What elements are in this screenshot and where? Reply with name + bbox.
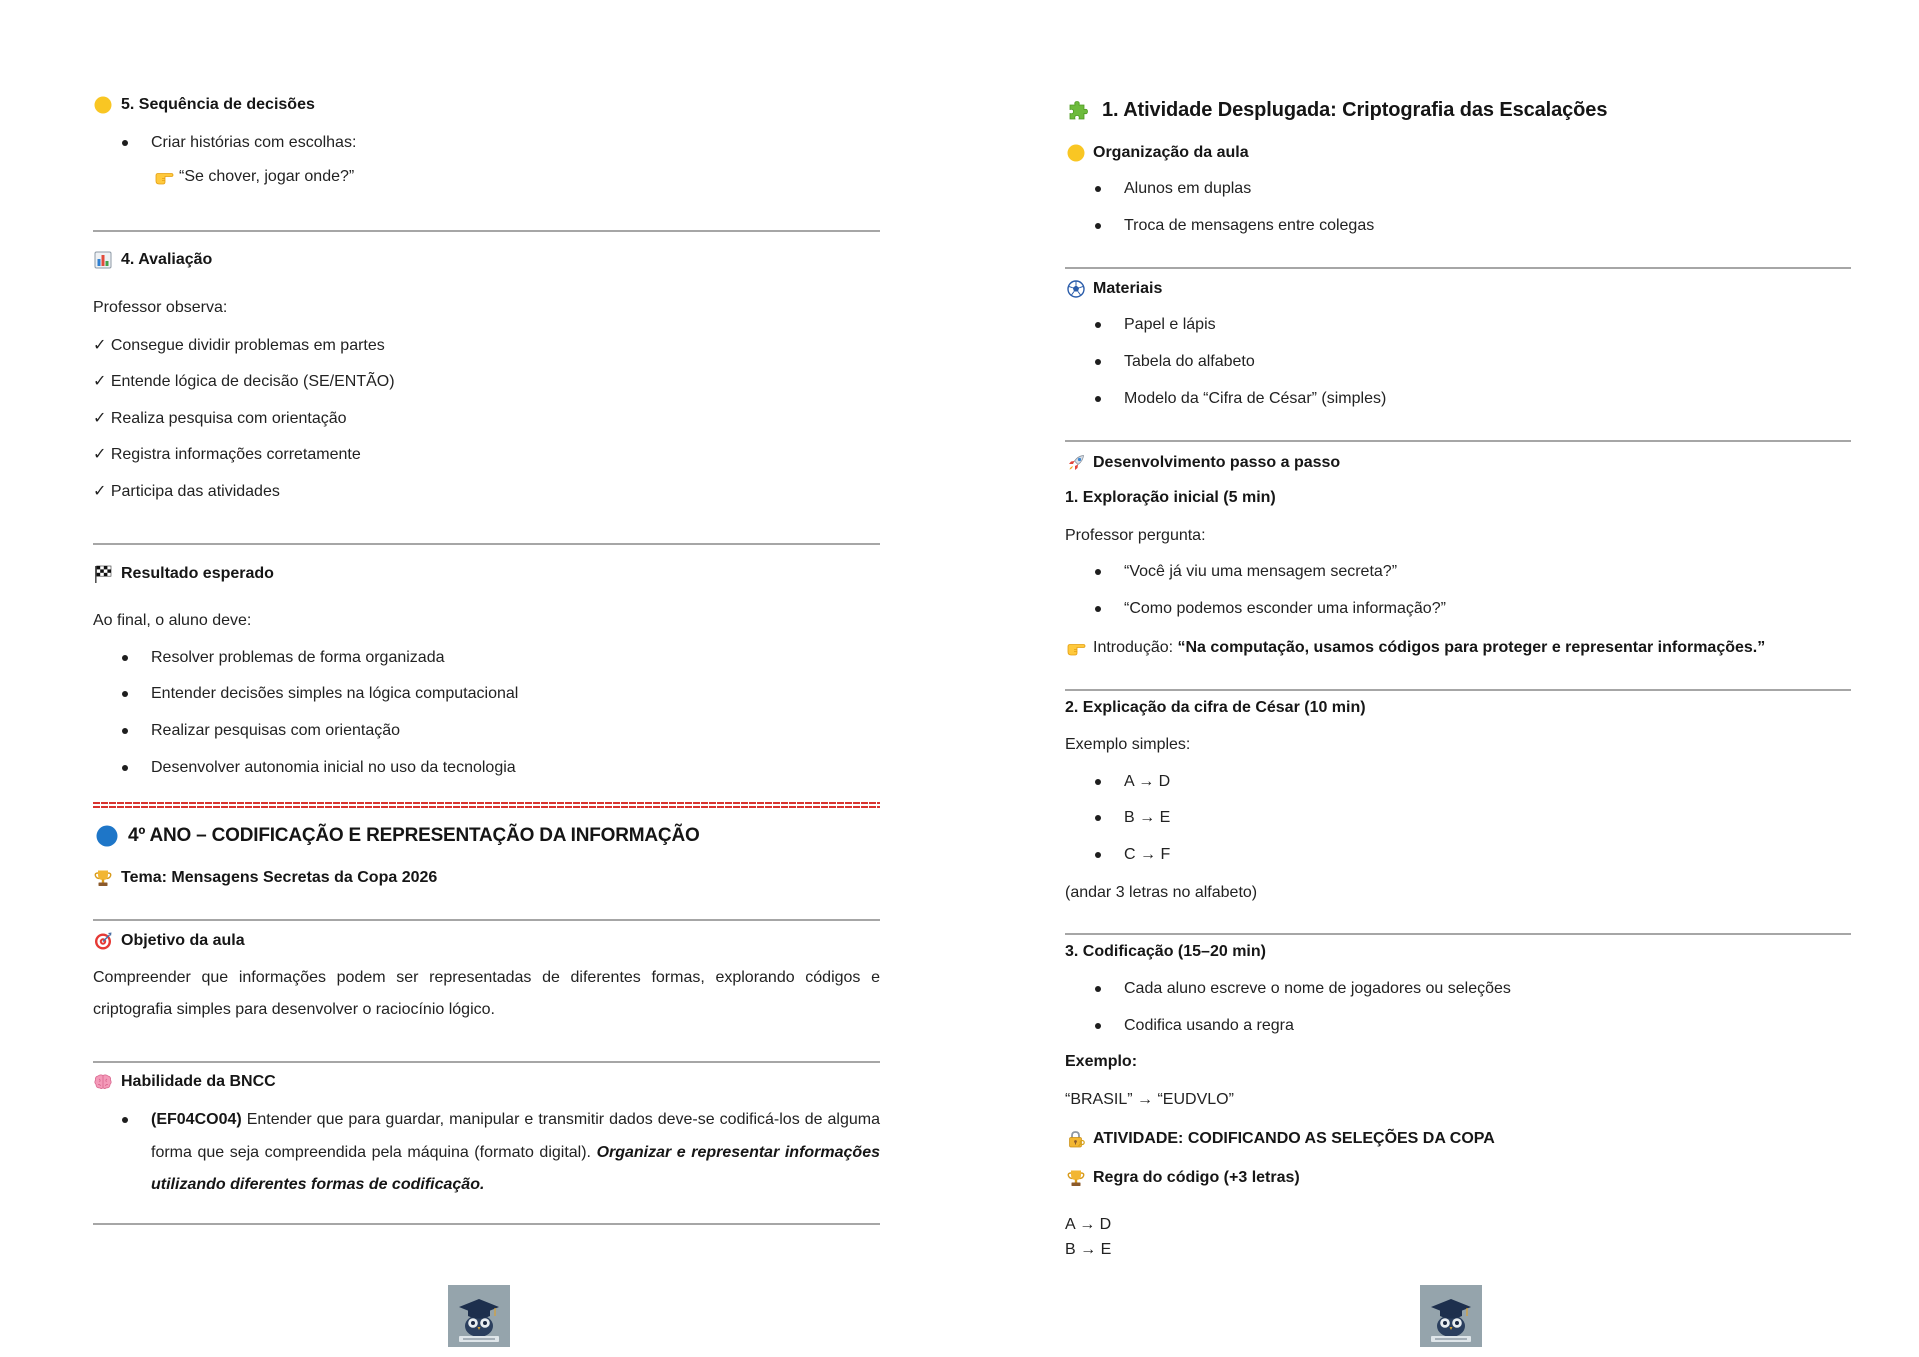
list-item: Criar histórias com escolhas: [151, 134, 357, 151]
trophy-icon [93, 868, 113, 888]
activity-heading: 1. Atividade Desplugada: Criptografia das Escalações [1102, 99, 1608, 121]
expected-intro: Ao final, o aluno deve: [93, 612, 252, 629]
list-item: Codifica usando a regra [1124, 1017, 1294, 1034]
check-item: ✓ Registra informações corretamente [93, 446, 361, 463]
bncc-code: (EF04CO04) [151, 1111, 242, 1128]
list-item: “Como podemos esconder uma informação?” [1124, 600, 1446, 617]
bncc-text: Entender que para guardar, manipular e transmitir dados deve-se codificá-los de alguma forma que seja compreendida pela máquina (formato digital). [151, 1111, 880, 1161]
bullet-marker [1095, 186, 1101, 192]
section-title-decisions: 5. Sequência de decisões [121, 96, 315, 113]
list-item: Troca de mensagens entre colegas [1124, 217, 1375, 234]
bullet-marker [1095, 606, 1101, 612]
example-label: Exemplo: [1065, 1053, 1138, 1070]
bullet-marker [122, 765, 128, 771]
bncc-emphasis: Organizar e representar informações utilizando diferentes formas de codificação. [151, 1143, 880, 1193]
section-title-organization: Organização da aula [1093, 144, 1249, 161]
explanation-note: (andar 3 letras no alfabeto) [1065, 884, 1258, 901]
section-divider [93, 1223, 880, 1225]
example-quote: “Se chover, jogar onde?” [179, 168, 355, 185]
section-divider [1065, 267, 1851, 269]
bullet-marker [122, 1117, 128, 1123]
bullet-marker [1095, 223, 1101, 229]
theme-label: Tema: Mensagens Secretas da Copa 2026 [121, 869, 438, 886]
step-intro: Exemplo simples: [1065, 736, 1191, 753]
bullet-marker [1095, 779, 1101, 785]
objective-paragraph: Compreender que informações podem ser representadas de diferentes formas, explorando códigos e criptografia simples para desenvolver o raciocínio lógico. [93, 969, 880, 1018]
section-title-bncc: Habilidade da BNCC [121, 1073, 276, 1090]
introduction-quote: “Na computação, usamos códigos para proteger e representar informações.” [1177, 639, 1766, 656]
section-title-expected: Resultado esperado [121, 565, 274, 582]
bullet-marker [1095, 852, 1101, 858]
activity-title: ATIVIDADE: CODIFICANDO AS SELEÇÕES DA COPA [1093, 1130, 1495, 1147]
check-item: ✓ Realiza pesquisa com orientação [93, 410, 347, 427]
school-logo-icon [1420, 1285, 1482, 1347]
section-title-evaluation: 4. Avaliação [121, 251, 213, 268]
introduction-label: Introdução: [1093, 639, 1178, 656]
bullet-marker [1095, 569, 1101, 575]
evaluation-intro: Professor observa: [93, 299, 228, 316]
section-title-materials: Materiais [1093, 280, 1163, 297]
section-divider [1065, 689, 1851, 691]
rule-item: B → E [1065, 1241, 1112, 1258]
lock-with-key-icon [1066, 1129, 1086, 1149]
target-icon [93, 931, 113, 951]
grade-heading: 4º ANO – CODIFICAÇÃO E REPRESENTAÇÃO DA INFORMAÇÃO [128, 825, 700, 846]
rule-item: A → D [1065, 1216, 1112, 1233]
bullet-marker [122, 655, 128, 661]
section-divider [93, 919, 880, 921]
list-item: Realizar pesquisas com orientação [151, 722, 401, 739]
bar-chart-icon [93, 250, 113, 270]
list-item: Papel e lápis [1124, 316, 1216, 333]
section-divider [1065, 440, 1851, 442]
yellow-circle-icon [1066, 143, 1086, 163]
rocket-icon [1066, 453, 1086, 473]
section-title-objective: Objetivo da aula [121, 932, 245, 949]
bullet-marker [1095, 322, 1101, 328]
step-title: 2. Explicação da cifra de César (10 min) [1065, 699, 1366, 716]
yellow-circle-icon [93, 95, 113, 115]
bullet-marker [1095, 396, 1101, 402]
step-title: 3. Codificação (15–20 min) [1065, 943, 1266, 960]
list-item: B → E [1124, 809, 1171, 826]
red-equals-divider [93, 802, 880, 809]
step-title: 1. Exploração inicial (5 min) [1065, 489, 1276, 506]
pointing-hand-icon [1066, 638, 1086, 658]
bullet-marker [122, 728, 128, 734]
bullet-marker [122, 691, 128, 697]
list-item: Alunos em duplas [1124, 180, 1252, 197]
check-item: ✓ Entende lógica de decisão (SE/ENTÃO) [93, 373, 395, 390]
pointing-hand-icon [154, 167, 174, 187]
list-item: “Você já viu uma mensagem secreta?” [1124, 563, 1398, 580]
section-divider [93, 230, 880, 232]
section-divider [93, 543, 880, 545]
section-divider [1065, 933, 1851, 935]
puzzle-piece-icon [1067, 98, 1091, 122]
list-item: Desenvolver autonomia inicial no uso da tecnologia [151, 759, 516, 776]
brain-icon [93, 1072, 113, 1092]
checkered-flag-icon [93, 564, 113, 584]
list-item: C → F [1124, 846, 1171, 863]
list-item: Modelo da “Cifra de César” (simples) [1124, 390, 1387, 407]
bullet-marker [1095, 986, 1101, 992]
right-page [960, 0, 1919, 1357]
list-item: Entender decisões simples na lógica computacional [151, 685, 519, 702]
bncc-paragraph [151, 1104, 880, 1202]
bullet-marker [1095, 815, 1101, 821]
section-divider [93, 1061, 880, 1063]
trophy-icon [1066, 1168, 1086, 1188]
list-item: A → D [1124, 773, 1171, 790]
check-item: ✓ Participa das atividades [93, 483, 280, 500]
check-item: ✓ Consegue dividir problemas em partes [93, 337, 385, 354]
list-item: Cada aluno escreve o nome de jogadores ou seleções [1124, 980, 1511, 997]
soccer-ball-icon [1066, 279, 1086, 299]
list-item: Resolver problemas de forma organizada [151, 649, 445, 666]
school-logo-icon [448, 1285, 510, 1347]
bullet-marker [1095, 1023, 1101, 1029]
step-intro: Professor pergunta: [1065, 527, 1206, 544]
bullet-marker [1095, 359, 1101, 365]
list-item: Tabela do alfabeto [1124, 353, 1255, 370]
bullet-marker [122, 140, 128, 146]
section-title-development: Desenvolvimento passo a passo [1093, 454, 1341, 471]
introduction-line [1093, 638, 1765, 658]
example-value: “BRASIL” → “EUDVLO” [1065, 1091, 1234, 1108]
blue-circle-icon [95, 824, 119, 848]
rule-title: Regra do código (+3 letras) [1093, 1169, 1300, 1186]
